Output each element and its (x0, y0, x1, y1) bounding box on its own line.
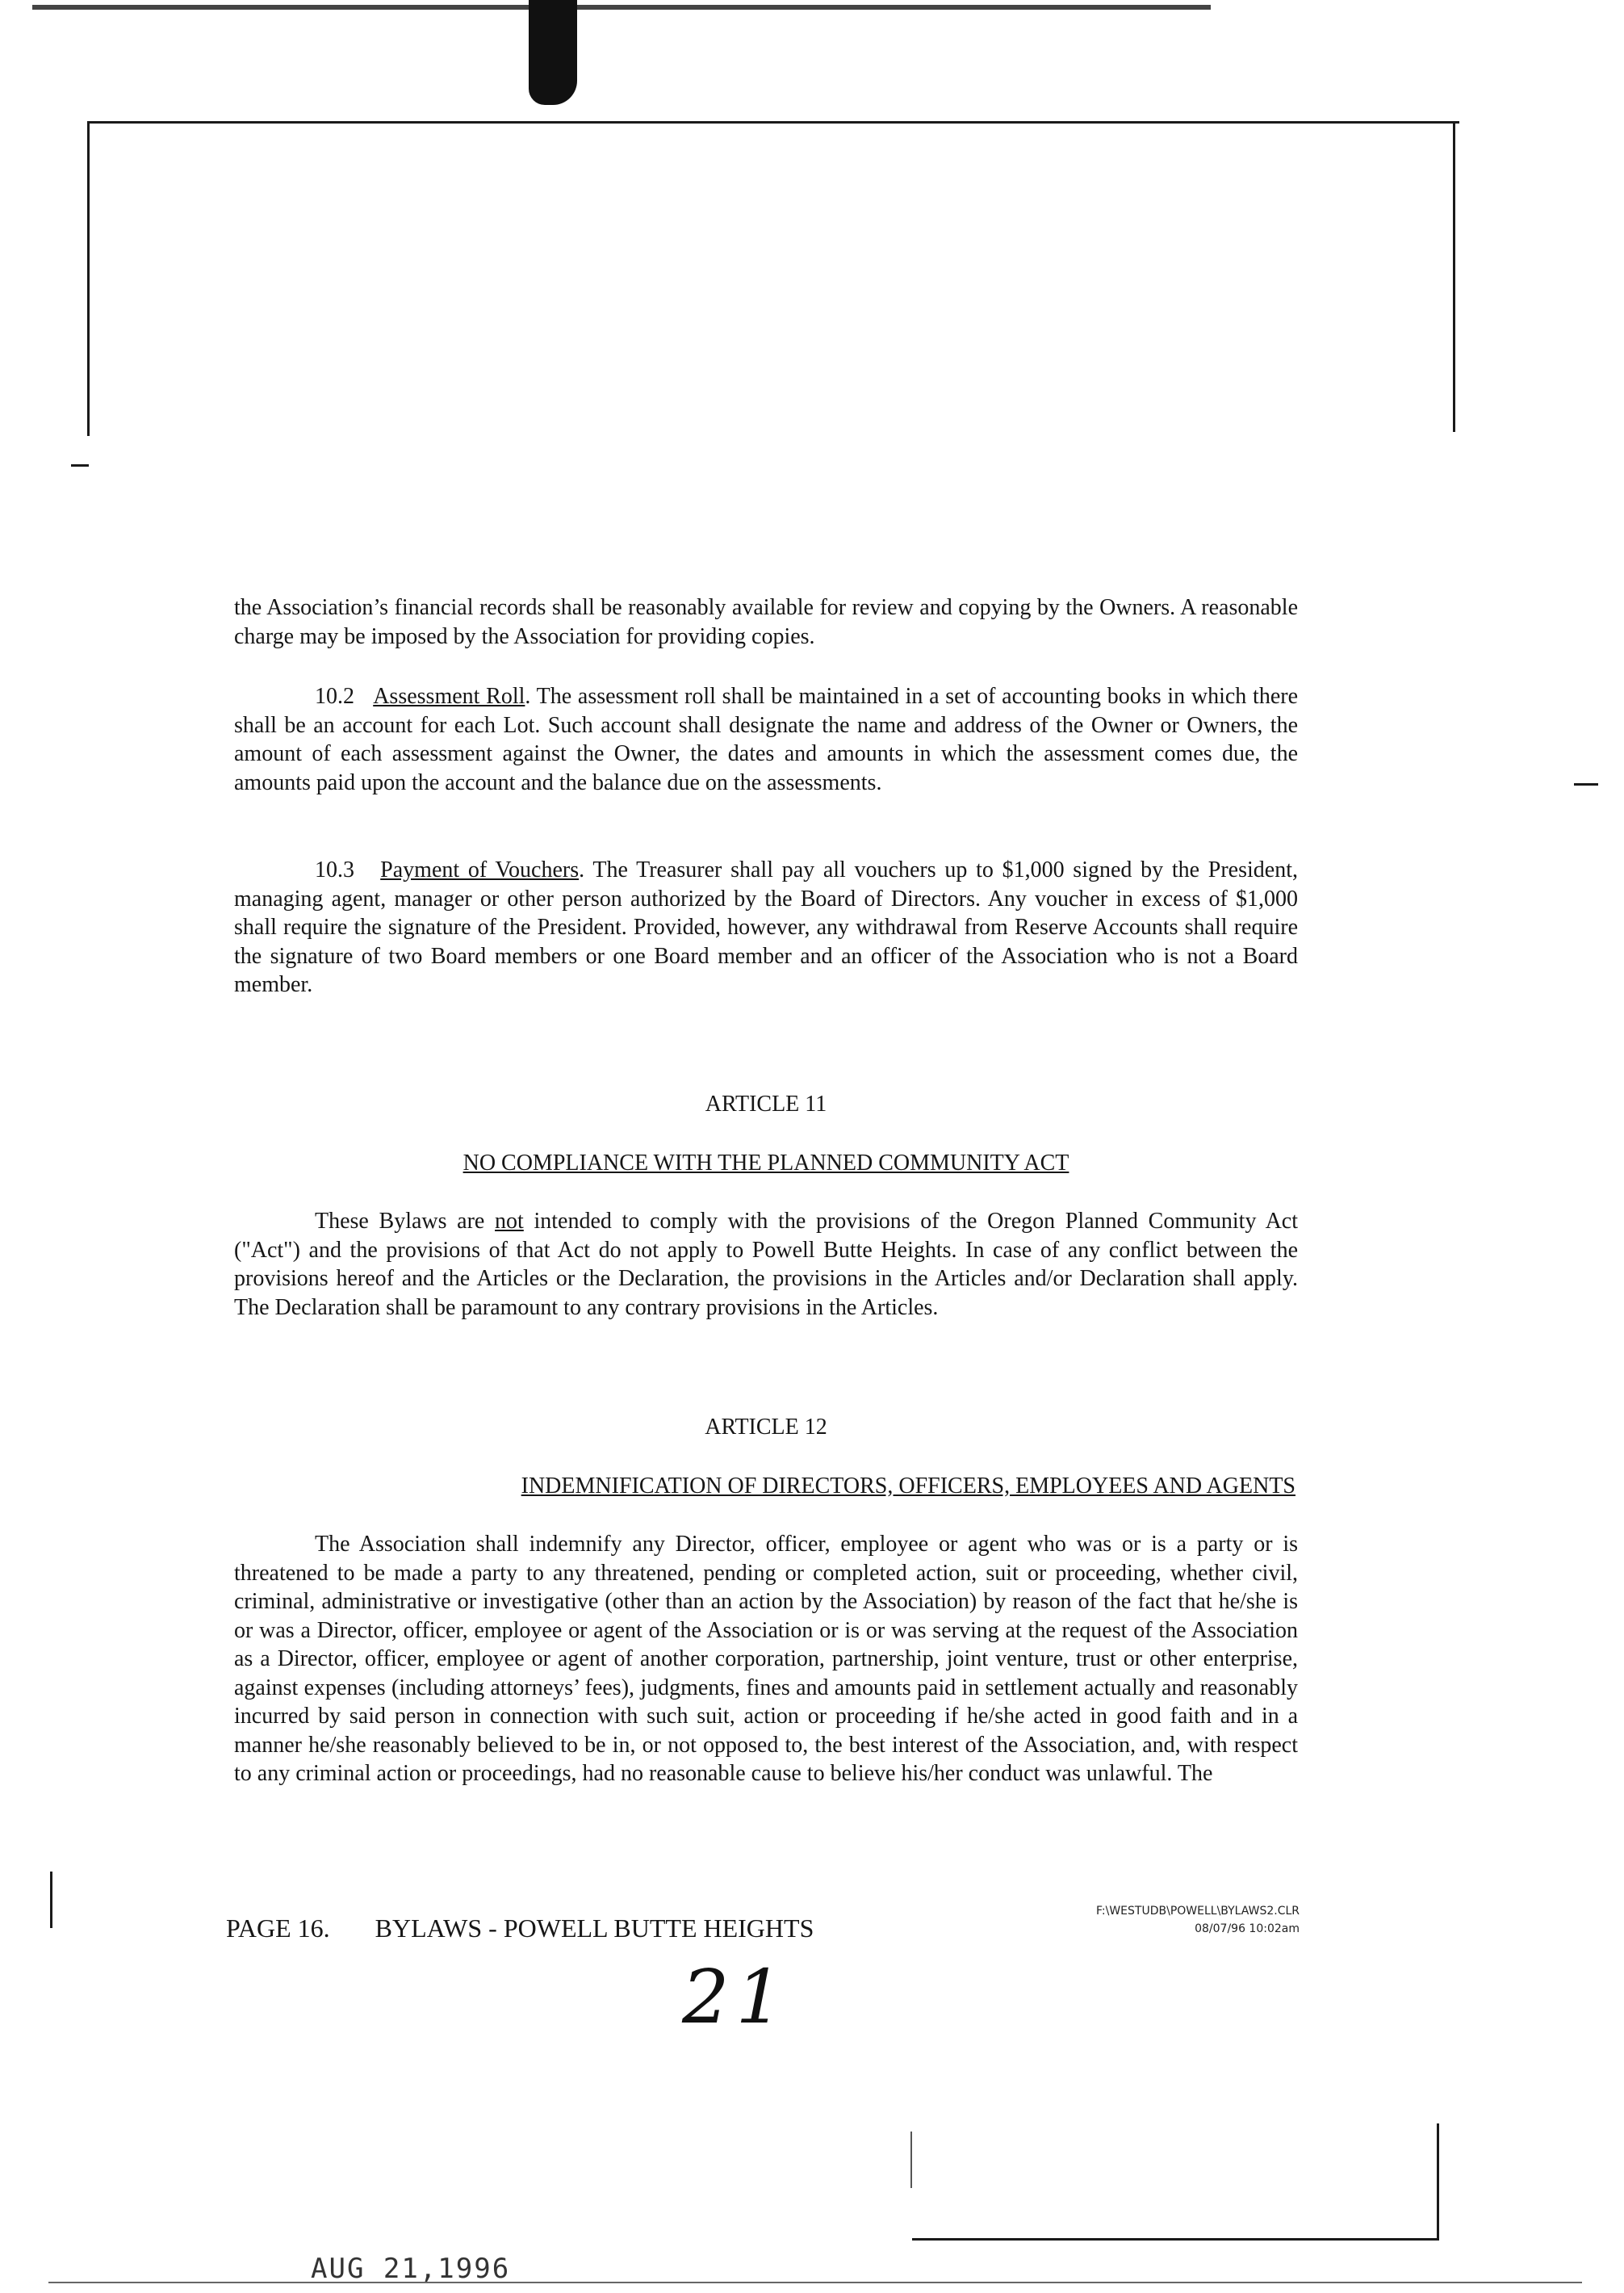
section-10-3 (234, 856, 1298, 1000)
left-margin-mark (50, 1872, 52, 1928)
frame-right-line (1453, 121, 1455, 432)
file-date: 08/07/96 10:02am (1195, 1922, 1300, 1935)
continued-paragraph: the Association’s financial records shall be reasonably available for review and copying by the Owners. A reasonable charge may be imposed by the Association for providing copies. (234, 595, 1298, 649)
left-margin-mark (71, 464, 89, 467)
binder-clip-mark (529, 0, 577, 105)
page-number: PAGE 16. (226, 1914, 330, 1943)
section-text: . The assessment roll shall be maintained in a set of accounting books in which there shall be an account for each Lot. Such account shall designate the name and address of the Owner or Owners, the amount of each assessment against the Owner, the dates and amounts in which the assessment comes due, the amounts paid upon the account and the balance due on the assessments. (234, 684, 1298, 795)
article-12-paragraph: The Association shall indemnify any Director, officer, employee or agent who was or is a party or is threatened to be made a party to any threatened, pending or completed action, suit or proceeding, whether civil, criminal, administrative or investigative (other than an action by the Association) by reason of the fact that he/she is or was a Director, officer, employee or agent of the Association or is or was serving at the request of the Association as a Director, officer, employee or agent of another corporation, partnership, joint venture, trust or other enterprise, against expenses (including attorneys’ fees), judgments, fines and amounts paid in settlement actually and reasonably incurred by said person in connection with such suit, action or proceeding if he/she acted in good faith and in a manner he/she reasonably believed to be in, or not opposed to, the best interest of the Association, and, with respect to any criminal action or proceedings, had no reasonable cause to believe his/her conduct was unlawful. The (234, 1532, 1298, 1786)
article-12-heading: ARTICLE 12 (705, 1415, 827, 1440)
file-reference (1082, 1902, 1300, 1938)
article-11-heading: ARTICLE 11 (705, 1092, 827, 1117)
section-number: 10.3 (315, 857, 354, 882)
text-run: These Bylaws are (315, 1209, 496, 1234)
article-11-paragraph (234, 1207, 1298, 1322)
article-11-title: NO COMPLIANCE WITH THE PLANNED COMMUNITY ACT (463, 1151, 1069, 1176)
document-title: BYLAWS - POWELL BUTTE HEIGHTS (375, 1914, 814, 1943)
article-12-title: INDEMNIFICATION OF DIRECTORS, OFFICERS, EMPLOYEES AND AGENTS (521, 1473, 1295, 1499)
section-number: 10.2 (315, 684, 354, 709)
bottom-box-bottom-line (912, 2238, 1437, 2241)
file-path: F:\WESTUDB\POWELL\BYLAWS2.CLR (1095, 1905, 1300, 1918)
text-run: intended to comply with the provisions of the Oregon Planned Community Act ("Act") and the provisions of that Act do not apply to Powell Butte Heights. In case of any conflict between the provisions hereof and the Articles or the Declaration, the provisions in the Articles and/or Declaration shall apply. The Declaration shall be paramount to any contrary provisions in the Articles. (234, 1209, 1298, 1320)
section-text: . The Treasurer shall pay all vouchers up to $1,000 signed by the President, managing agent, manager or other person authorized by the Board of Directors. Any voucher in excess of $1,000 shall require the signature of the President. Provided, however, any withdrawal from Reserve Accounts shall require the signature of two Board members or one Board member and an officer of the Association who is not a Board member. (234, 857, 1298, 997)
top-edge-line (32, 5, 1211, 10)
section-10-2 (234, 682, 1298, 797)
bottom-edge-line (48, 2282, 1582, 2283)
bottom-box-left-mark (910, 2132, 912, 2188)
section-title: Assessment Roll (373, 684, 525, 709)
date-stamp: AUG 21,1996 (311, 2253, 511, 2285)
right-margin-mark (1574, 783, 1598, 786)
frame-left-line (87, 121, 90, 436)
section-title: Payment of Vouchers (380, 857, 580, 882)
emphasis-not: not (495, 1209, 524, 1234)
bottom-box-right-line (1437, 2123, 1439, 2241)
page-footer (226, 1914, 814, 1943)
handwritten-page-number: 21 (682, 1954, 790, 2040)
frame-top-line (87, 121, 1459, 124)
